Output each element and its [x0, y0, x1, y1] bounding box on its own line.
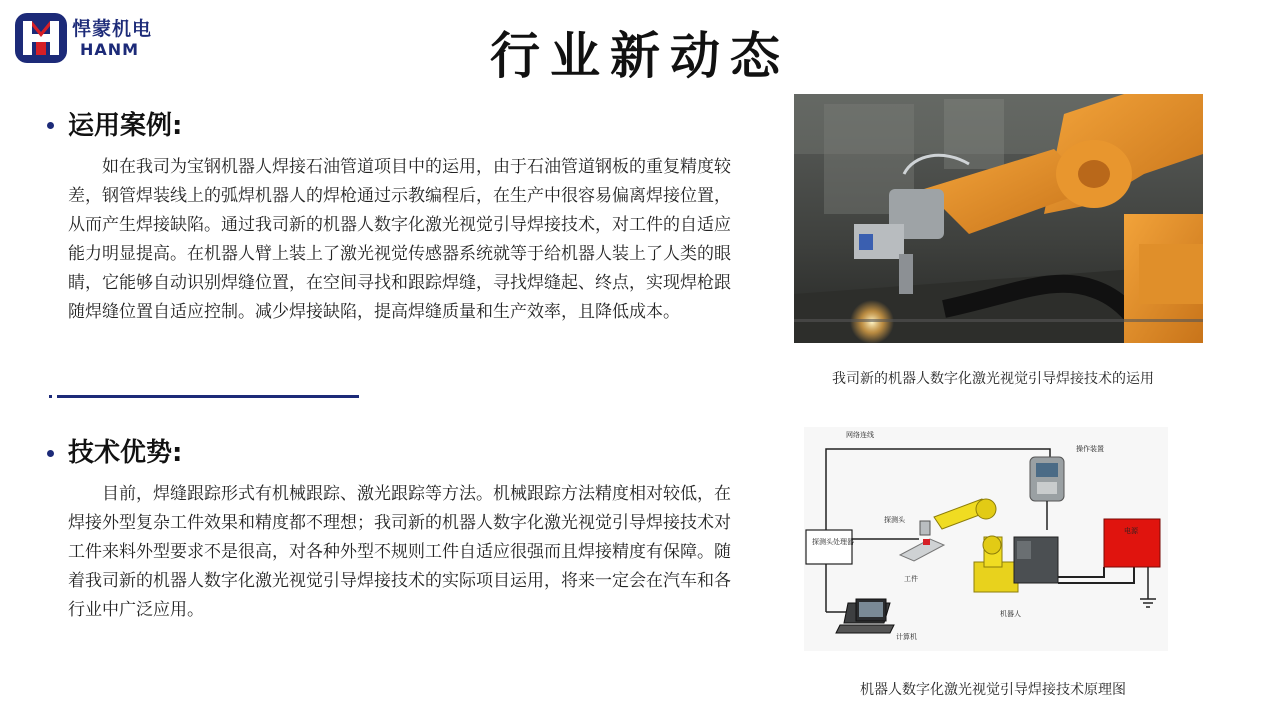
use-case-paragraph — [68, 153, 733, 327]
diagram-caption: 机器人数字化激光视觉引导焊接技术原理图 — [860, 682, 1126, 698]
welding-robot-photo — [794, 94, 1203, 343]
section-heading-advantages: 技术优势: — [68, 438, 183, 468]
section-heading-use-case: 运用案例: — [68, 111, 183, 141]
logo-name-cn: 悍蒙机电 — [72, 18, 153, 40]
advantages-paragraph — [68, 480, 733, 625]
advantages-text: 目前，焊缝跟踪形式有机械跟踪、激光跟踪等方法。机械跟踪方法精度相对较低，在焊接外型复杂工件效果和精度都不理想；我司新的机器人数字化激光视觉引导焊接技术对工件来料外型要求不是很高，对各种外型不规则工件自适应很强而且焊接精度有保障。随着我司新的机器人数字化激光视觉引导焊接技术的实际项目运用，将来一定会在汽车和各行业中广泛应用。 — [68, 484, 731, 620]
label-workpiece: 工件 — [904, 575, 918, 583]
label-robot: 机器人 — [1000, 610, 1021, 618]
bullet-icon — [47, 122, 54, 129]
principle-diagram — [804, 427, 1168, 651]
page-title: 行业新动态 — [490, 27, 790, 85]
section-divider — [57, 395, 359, 398]
label-network: 网络连线 — [846, 431, 874, 439]
label-probe: 探测头 — [884, 516, 905, 524]
label-processor: 探测头处理器 — [812, 538, 854, 546]
label-operator: 操作装置 — [1076, 445, 1104, 453]
label-computer: 计算机 — [896, 633, 917, 641]
use-case-text: 如在我司为宝钢机器人焊接石油管道项目中的运用，由于石油管道钢板的重复精度较差，钢管焊装线上的弧焊机器人的焊枪通过示教编程后，在生产中很容易偏离焊接位置，从而产生焊接缺陷。通过我司新的机器人数字化激光视觉引导焊接技术，对工件的自适应能力明显提高。在机器人臂上装上了激光视觉传感器系统就等于给机器人装上了人类的眼睛，它能够自动识别焊缝位置，在空间寻找和跟踪焊缝，寻找焊缝起、终点，实现焊枪跟随焊缝位置自适应控制。减少焊接缺陷，提高焊缝质量和生产效率，且降低成本。 — [68, 157, 731, 322]
logo-name-en: HANM — [80, 40, 140, 59]
divider-dot — [49, 395, 52, 398]
photo-caption: 我司新的机器人数字化激光视觉引导焊接技术的运用 — [832, 371, 1154, 387]
label-power: 电源 — [1124, 527, 1138, 535]
bullet-icon — [47, 450, 54, 457]
